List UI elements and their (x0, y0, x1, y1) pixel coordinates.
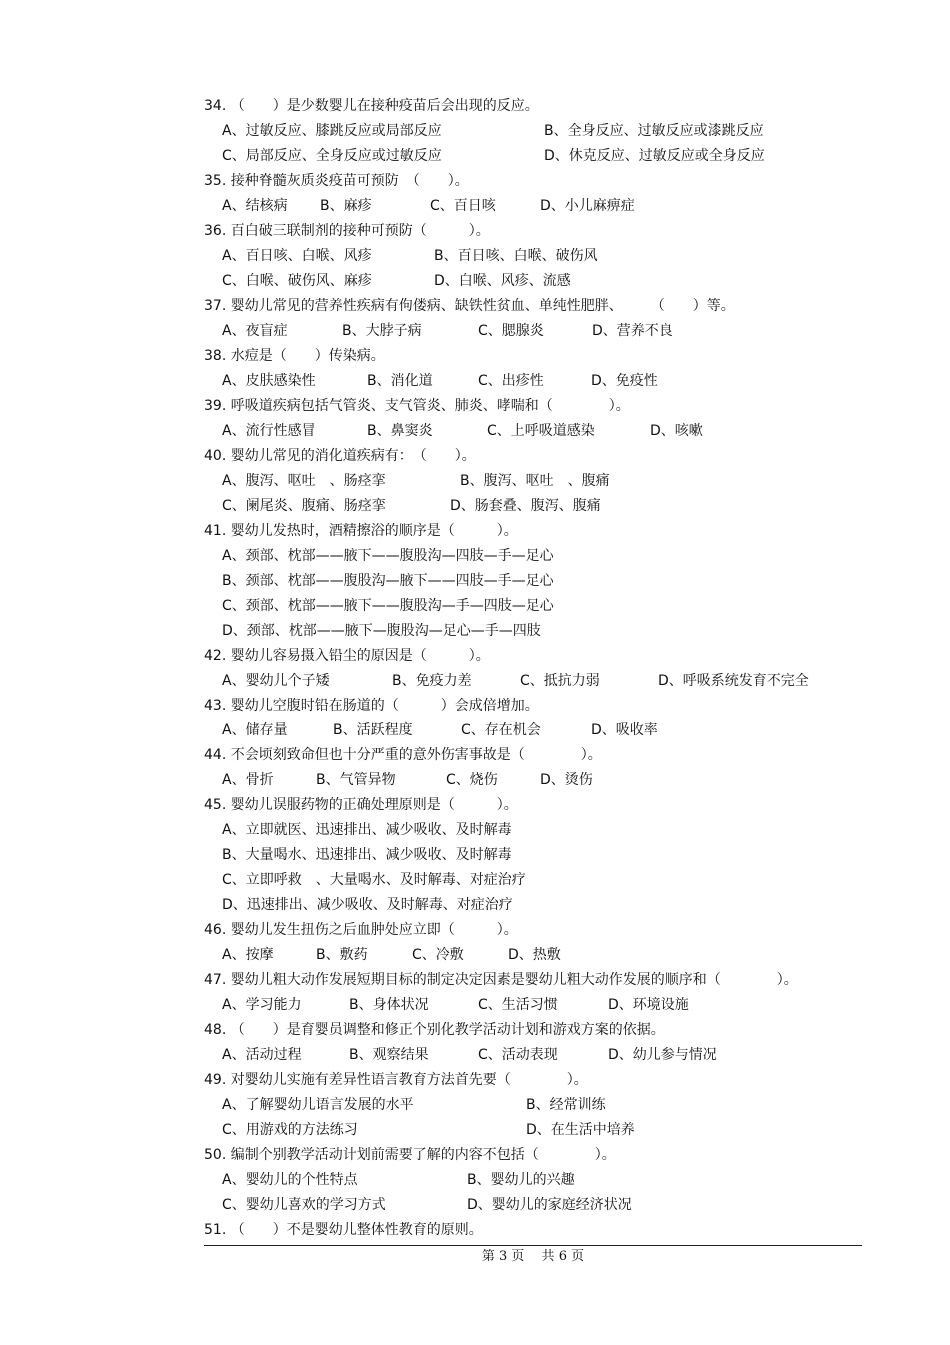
question-number: 36. (204, 223, 227, 239)
question-stem: 水痘是（ ）传染病。 (230, 348, 385, 364)
question-43 (204, 697, 539, 715)
question-stem: 对婴幼儿实施有差异性语言教育方法首先要（ ）。 (230, 1072, 588, 1088)
option: B、颈部、枕部——腹股沟—腋下——四肢—手—足心 (222, 573, 554, 589)
option: C、立即呼救 、大量喝水、及时解毒、对症治疗 (222, 872, 526, 888)
option: C、烧伤 (446, 772, 498, 788)
option: B、气管异物 (316, 772, 396, 788)
option: A、储存量 (222, 722, 288, 738)
question-35 (204, 172, 469, 190)
option: D、婴幼儿的家庭经济状况 (467, 1197, 632, 1213)
option: D、咳嗽 (650, 423, 703, 439)
option: B、麻疹 (320, 198, 372, 214)
question-number: 44. (204, 747, 227, 763)
question-stem: 婴幼儿空腹时铅在肠道的（ ）会成倍增加。 (230, 698, 539, 714)
page-footer: 第 3 页 共 6 页 (481, 1249, 585, 1264)
option: A、颈部、枕部——腋下——腹股沟—四肢—手—足心 (222, 548, 554, 564)
option: B、婴幼儿的兴趣 (467, 1172, 575, 1188)
option: C、用游戏的方法练习 (222, 1122, 358, 1138)
option: C、出疹性 (478, 373, 544, 389)
question-stem: 编制个别教学活动计划前需要了解的内容不包括（ ）。 (230, 1147, 616, 1163)
option: C、婴幼儿喜欢的学习方式 (222, 1197, 386, 1213)
option: D、小儿麻痹症 (540, 198, 635, 214)
option: A、骨折 (222, 772, 274, 788)
option: D、幼儿参与情况 (608, 1047, 717, 1063)
question-stem: （ ）是育婴员调整和修正个别化教学活动计划和游戏方案的依据。 (230, 1022, 665, 1038)
option: C、腮腺炎 (478, 323, 544, 339)
question-51 (204, 1221, 483, 1239)
question-stem: （ ）是少数婴儿在接种疫苗后会出现的反应。 (230, 98, 539, 114)
question-stem: 婴幼儿常见的营养性疾病有佝偻病、缺铁性贫血、单纯性肥胖、 （ ）等。 (230, 298, 735, 314)
option: C、存在机会 (461, 722, 541, 738)
question-stem: 接种脊髓灰质炎疫苗可预防 （ ）。 (230, 173, 469, 189)
question-42 (204, 647, 490, 665)
question-49 (204, 1071, 588, 1089)
question-number: 48. (204, 1022, 227, 1038)
option: C、冷敷 (412, 947, 464, 963)
question-number: 39. (204, 398, 227, 414)
option: B、鼻窦炎 (367, 423, 433, 439)
option: B、大量喝水、迅速排出、减少吸收、及时解毒 (222, 847, 512, 863)
option: B、腹泻、呕吐 、腹痛 (460, 473, 610, 489)
option: A、腹泻、呕吐 、肠痉挛 (222, 473, 386, 489)
question-number: 49. (204, 1072, 227, 1088)
question-number: 45. (204, 797, 227, 813)
question-45 (204, 796, 518, 814)
question-number: 50. (204, 1147, 227, 1163)
option: C、活动表现 (478, 1047, 558, 1063)
question-stem: 百白破三联制剂的接种可预防（ ）。 (230, 223, 490, 239)
question-stem: 婴幼儿容易摄入铅尘的原因是（ ）。 (230, 648, 490, 664)
option: C、生活习惯 (478, 997, 558, 1013)
option: C、上呼吸道感染 (487, 423, 595, 439)
question-stem: 不会顷刻致命但也十分严重的意外伤害事故是（ ）。 (230, 747, 602, 763)
question-stem: 呼吸道疾病包括气管炎、支气管炎、肺炎、哮喘和（ ）。 (230, 398, 630, 414)
question-44 (204, 746, 602, 764)
question-40 (204, 447, 476, 465)
option: D、肠套叠、腹泻、腹痛 (450, 498, 601, 514)
option: C、抵抗力弱 (520, 673, 600, 689)
option: A、百日咳、白喉、风疹 (222, 248, 372, 264)
option: B、免疫力差 (392, 673, 472, 689)
option: B、大脖子病 (342, 323, 422, 339)
option: A、婴幼儿的个性特点 (222, 1172, 358, 1188)
question-number: 41. (204, 523, 227, 539)
question-stem: 婴幼儿粗大动作发展短期目标的制定决定因素是婴幼儿粗大动作发展的顺序和（ ）。 (230, 972, 798, 988)
option: A、立即就医、迅速排出、减少吸收、及时解毒 (222, 822, 512, 838)
option: A、活动过程 (222, 1047, 302, 1063)
option: C、局部反应、全身反应或过敏反应 (222, 148, 442, 164)
option: A、了解婴幼儿语言发展的水平 (222, 1097, 414, 1113)
question-stem: 婴幼儿误服药物的正确处理原则是（ ）。 (230, 797, 518, 813)
footer-divider (204, 1245, 862, 1246)
option: C、颈部、枕部——腋下——腹股沟—手—四肢—足心 (222, 598, 554, 614)
option: A、流行性感冒 (222, 423, 316, 439)
question-number: 46. (204, 922, 227, 938)
option: A、按摩 (222, 947, 274, 963)
question-stem: 婴幼儿常见的消化道疾病有： （ ）。 (230, 448, 476, 464)
question-number: 35. (204, 173, 227, 189)
option: C、百日咳 (430, 198, 496, 214)
option: D、休克反应、过敏反应或全身反应 (544, 148, 765, 164)
option: B、活跃程度 (333, 722, 413, 738)
option: D、迅速排出、减少吸收、及时解毒、对症治疗 (222, 897, 513, 913)
question-stem: 婴幼儿发热时，酒精擦浴的顺序是（ ）。 (230, 523, 518, 539)
question-number: 43. (204, 698, 227, 714)
option: B、经常训练 (526, 1097, 606, 1113)
option: C、白喉、破伤风、麻疹 (222, 273, 372, 289)
option: D、热敷 (508, 947, 561, 963)
question-41 (204, 522, 518, 540)
question-39 (204, 397, 630, 415)
question-36 (204, 222, 490, 240)
option: D、呼吸系统发育不完全 (658, 673, 809, 689)
option: D、免疫性 (591, 373, 658, 389)
question-50 (204, 1146, 616, 1164)
question-38 (204, 347, 385, 365)
option: B、观察结果 (349, 1047, 429, 1063)
option: B、全身反应、过敏反应或漆跳反应 (544, 123, 764, 139)
option: B、消化道 (367, 373, 433, 389)
option: A、婴幼儿个子矮 (222, 673, 330, 689)
question-48 (204, 1021, 665, 1039)
option: D、营养不良 (592, 323, 673, 339)
option: D、烫伤 (540, 772, 593, 788)
option: B、身体状况 (349, 997, 429, 1013)
question-stem: 婴幼儿发生扭伤之后血肿处应立即（ ）。 (230, 922, 518, 938)
option: A、皮肤感染性 (222, 373, 316, 389)
option: D、在生活中培养 (526, 1122, 635, 1138)
question-number: 34. (204, 98, 227, 114)
question-number: 47. (204, 972, 227, 988)
question-46 (204, 921, 518, 939)
option: C、阑尾炎、腹痛、肠痉挛 (222, 498, 386, 514)
option: A、结核病 (222, 198, 288, 214)
question-number: 42. (204, 648, 227, 664)
option: D、吸收率 (591, 722, 658, 738)
question-47 (204, 971, 798, 989)
option: A、夜盲症 (222, 323, 288, 339)
option: B、敷药 (316, 947, 368, 963)
option: B、百日咳、白喉、破伤风 (434, 248, 598, 264)
option: A、过敏反应、膝跳反应或局部反应 (222, 123, 442, 139)
option: D、颈部、枕部——腋下—腹股沟—足心—手—四肢 (222, 623, 541, 639)
option: D、白喉、风疹、流感 (434, 273, 571, 289)
question-34 (204, 97, 539, 115)
option: A、学习能力 (222, 997, 302, 1013)
question-number: 37. (204, 298, 227, 314)
question-number: 38. (204, 348, 227, 364)
question-stem: （ ）不是婴幼儿整体性教育的原则。 (230, 1222, 483, 1238)
option: D、环境设施 (608, 997, 689, 1013)
question-number: 51. (204, 1222, 227, 1238)
question-number: 40. (204, 448, 227, 464)
question-37 (204, 297, 735, 315)
